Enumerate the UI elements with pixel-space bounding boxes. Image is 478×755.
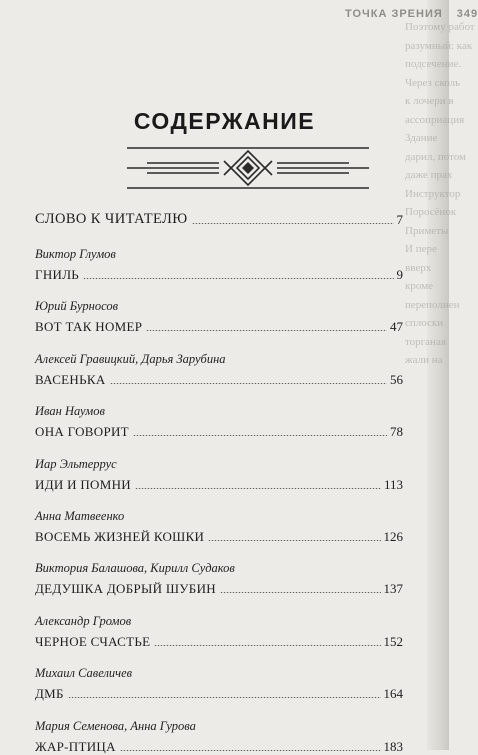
bleed-line: дарил, потом [405, 150, 467, 163]
bleed-line: Здание [405, 132, 438, 144]
toc-page-number: 47 [390, 319, 403, 334]
toc-author: Мария Семенова, Анна Гурова [35, 719, 196, 733]
toc-line [35, 208, 403, 228]
leader-dots [120, 750, 381, 751]
toc-title: ИДИ И ПОМНИ [35, 477, 131, 492]
toc-line [35, 682, 403, 702]
toc-line [35, 630, 403, 650]
toc-author: Виктор Глумов [35, 247, 116, 261]
bleed-line: к лочери в [405, 95, 454, 107]
bleed-line: торганая [405, 335, 446, 348]
toc-title: ВАСЕНЬКА [35, 372, 106, 387]
leader-dots [192, 223, 394, 224]
toc-title: ГНИЛЬ [35, 267, 80, 282]
bleed-line: разумный: как [405, 39, 473, 52]
bleed-line: подсечение. [405, 58, 462, 70]
toc-author: Анна Матвеенко [35, 509, 125, 523]
toc-title: ОНА ГОВОРИТ [35, 424, 129, 439]
toc-title: ВОСЕМЬ ЖИЗНЕЙ КОШКИ [35, 529, 205, 544]
toc-page-number: 9 [396, 267, 403, 282]
toc-title: ДМБ [35, 686, 64, 701]
toc-page-number: 7 [396, 212, 403, 227]
toc-author: Виктория Балашова, Кирилл Судаков [35, 561, 235, 575]
leader-dots [220, 592, 381, 593]
toc-line [35, 577, 403, 597]
facing-page-bleed-through [405, 18, 475, 538]
running-head-title: ТОЧКА ЗРЕНИЯ [345, 8, 443, 20]
bleed-line: Поэтому работ [405, 21, 475, 33]
leader-dots [135, 488, 381, 489]
toc-page-number: 137 [383, 581, 403, 596]
decorative-ornament [127, 146, 369, 190]
leader-dots [68, 697, 381, 698]
leader-dots [133, 435, 387, 436]
facing-page-running-head [345, 8, 478, 20]
toc-page-number: 56 [390, 372, 403, 387]
toc-page-number: 183 [383, 739, 403, 754]
toc-page-number: 78 [390, 424, 403, 439]
bleed-line: ассоприация [405, 113, 465, 126]
toc-author: Иван Наумов [35, 404, 105, 418]
toc-page-number: 126 [383, 529, 403, 544]
toc-author: Михаил Савеличев [35, 666, 133, 680]
leader-dots [146, 330, 387, 331]
bleed-line: Инструктор [405, 187, 461, 200]
bleed-line: Поросёнок [405, 206, 457, 218]
toc-title: ЧЕРНОЕ СЧАСТЬЕ [35, 634, 151, 649]
leader-dots [154, 645, 380, 646]
toc-line [35, 315, 403, 335]
toc-title: ДЕДУШКА ДОБРЫЙ ШУБИН [35, 581, 216, 596]
toc-line [35, 735, 403, 755]
toc-title: ВОТ ТАК НОМЕР [35, 319, 143, 334]
toc-author: Иар Эльтеррус [35, 457, 117, 471]
toc-page-number: 164 [383, 686, 403, 701]
toc-title: СЛОВО К ЧИТАТЕЛЮ [35, 211, 188, 227]
bleed-line: И пере [405, 243, 437, 255]
leader-dots [208, 540, 380, 541]
leader-dots [83, 278, 393, 279]
toc-page-number: 113 [383, 477, 403, 492]
bleed-line: Через сколь [405, 76, 461, 89]
bleed-line: жали на [405, 354, 443, 366]
toc-line [35, 368, 403, 388]
running-head-page: 349 [456, 8, 478, 20]
bleed-line: Приметы [405, 224, 449, 237]
toc-line [35, 263, 403, 283]
toc-author: Александр Громов [35, 614, 132, 628]
toc-line [35, 473, 403, 493]
bleed-line: кроме [405, 280, 433, 292]
page-title: СОДЕРЖАНИЕ [133, 108, 316, 134]
bleed-line: сплоски [405, 317, 444, 329]
bleed-line: даже прах [405, 169, 453, 181]
toc-title: ЖАР-ПТИЦА [35, 739, 116, 754]
toc-line [35, 420, 403, 440]
toc-author: Алексей Гравицкий, Дарья Зарубина [35, 352, 226, 366]
toc-author: Юрий Бурносов [35, 299, 118, 313]
leader-dots [110, 383, 387, 384]
bleed-line: вверх [405, 261, 432, 274]
toc-line [35, 525, 403, 545]
bleed-line: переполнен [405, 298, 460, 311]
toc-page-number: 152 [383, 634, 403, 649]
